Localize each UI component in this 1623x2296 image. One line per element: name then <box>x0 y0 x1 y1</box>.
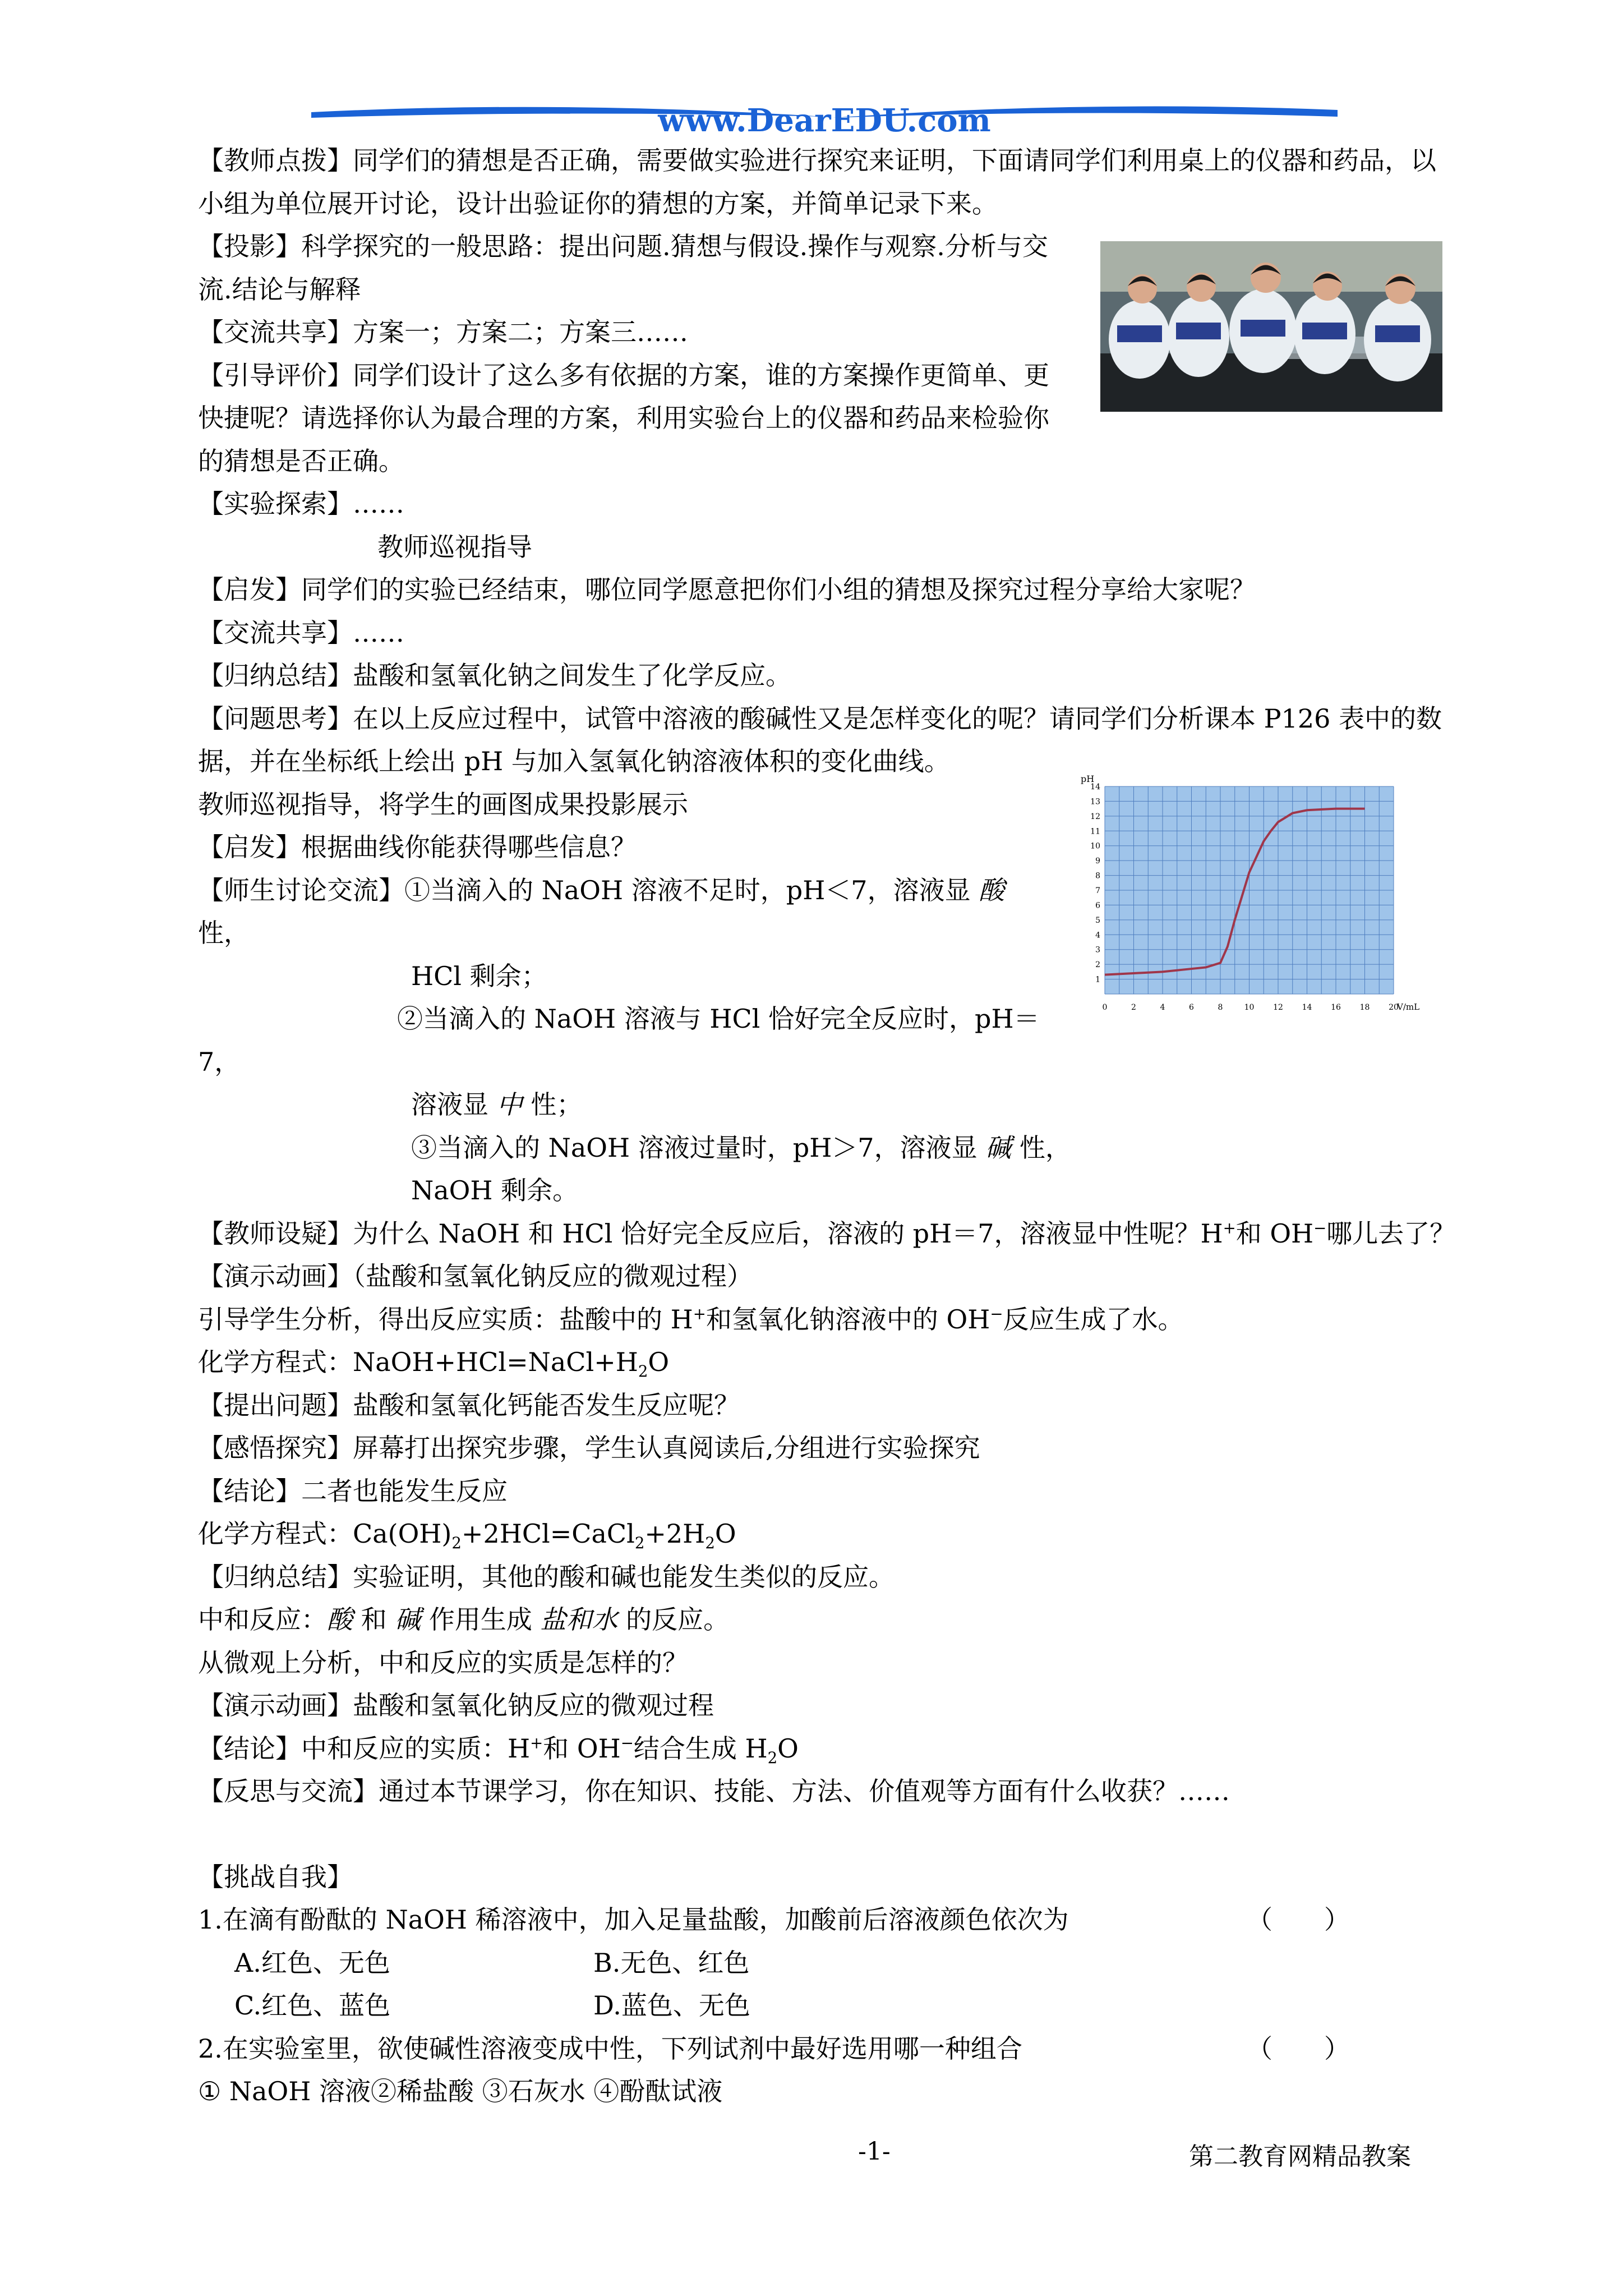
y-tick-label: 12 <box>1090 812 1100 821</box>
filled-answer: 碱 <box>985 1132 1012 1163</box>
x-tick-label: 14 <box>1302 1003 1312 1012</box>
x-tick-label: 20 <box>1389 1003 1399 1012</box>
text-line: 【归纳总结】实验证明，其他的酸和碱也能发生类似的反应。 <box>198 1561 895 1592</box>
x-tick-label: 10 <box>1244 1003 1255 1012</box>
section-heading: 【挑战自我】 <box>198 1861 353 1892</box>
text-line: 【归纳总结】盐酸和氢氧化钠之间发生了化学反应。 <box>198 660 791 691</box>
text-line: 【教师点拨】同学们的猜想是否正确，需要做实验进行探究来证明，下面请同学们利用桌上的仪器和药品，以小组为单位展开讨论，设计出验证你的猜想的方案，并简单记录下来。 <box>198 145 1436 219</box>
text-line: 【演示动画】（盐酸和氢氧化钠反应的微观过程） <box>198 1261 753 1291</box>
text-line: 化学方程式：$Ca(OH)_2+2HCl=CaCl_2+2H_2O$ <box>198 1519 736 1553</box>
text-line: 【反思与交流】通过本节课学习，你在知识、技能、方法、价值观等方面有什么收获？…… <box>198 1776 1230 1806</box>
y-tick-label: 6 <box>1095 901 1100 910</box>
footer-text: 第二教育网精品教案 <box>1189 2142 1411 2171</box>
text-line: 引导学生分析，得出反应实质：盐酸中的 H+和氢氧化钠溶液中的 OH−反应生成了水。 <box>198 1304 1184 1335</box>
x-axis-label: V/mL <box>1397 1002 1420 1012</box>
text-line: 【结论】中和反应的实质：H+和 OH−结合生成 $H_2O$ <box>198 1733 799 1767</box>
text-line: 【师生讨论交流】①当滴入的 NaOH 溶液不足时，pH＜7，溶液显 酸 性， <box>198 875 1005 948</box>
y-tick-label: 7 <box>1095 886 1100 895</box>
text-line: ① NaOH 溶液②稀盐酸 ③石灰水 ④酚酞试液 <box>198 2076 723 2106</box>
ph-chart <box>1080 774 1420 1018</box>
text-line: 从微观上分析，中和反应的实质是怎样的？ <box>198 1647 688 1678</box>
options-row <box>198 1984 1454 2027</box>
logo-text: www.DearEDU.com <box>658 102 991 139</box>
text-line: 【投影】科学探究的一般思路：提出问题.猜想与假设.操作与观察.分析与交流.结论与解释 <box>198 231 1048 305</box>
filled-answer: 酸 <box>327 1604 353 1635</box>
answer-bracket: （ ） <box>1247 1904 1350 1935</box>
text-line: 【演示动画】盐酸和氢氧化钠反应的微观过程 <box>198 1690 714 1720</box>
y-tick-label: 11 <box>1090 827 1100 836</box>
x-tick-label: 12 <box>1273 1003 1283 1012</box>
x-tick-label: 18 <box>1359 1003 1370 1012</box>
y-axis-label: pH <box>1081 774 1095 784</box>
x-tick-label: 4 <box>1160 1003 1165 1012</box>
text-line: 教师巡视指导 <box>377 531 532 562</box>
text-line: 【提出问题】盐酸和氢氧化钙能否发生反应呢？ <box>198 1389 740 1420</box>
option-c: C.红色、蓝色 <box>234 1990 391 2021</box>
text-line: 【实验探索】…… <box>198 489 404 519</box>
y-tick-label: 9 <box>1095 857 1100 866</box>
y-tick-label: 4 <box>1095 931 1100 940</box>
options-row <box>198 1941 1454 1985</box>
option-b: B.无色、红色 <box>593 1947 750 1978</box>
text-line: 【启发】根据曲线你能获得哪些信息？ <box>198 832 637 862</box>
lesson-content <box>198 139 1454 2113</box>
text-line: 【问题思考】在以上反应过程中，试管中溶液的酸碱性又是怎样变化的呢？请同学们分析课本 P126 表中的数据，并在坐标纸上绘出 pH 与加入氢氧化钠溶液体积的变化曲线。 <box>198 703 1442 776</box>
x-tick-label: 0 <box>1102 1003 1108 1012</box>
option-a: A.红色、无色 <box>234 1947 390 1978</box>
text-line: 【引导评价】同学们设计了这么多有依据的方案，谁的方案操作更简单、更快捷呢？请选择你认为最合理的方案，利用实验台上的仪器和药品来检验你的猜想是否正确。 <box>198 360 1049 476</box>
x-tick-label: 2 <box>1131 1003 1136 1012</box>
text-line: 中和反应：酸 和 碱 作用生成 盐和水 的反应。 <box>198 1604 730 1635</box>
x-tick-label: 6 <box>1189 1003 1194 1012</box>
text-line: 【交流共享】方案一；方案二；方案三…… <box>198 317 688 347</box>
filled-answer: 酸 <box>979 875 1005 905</box>
y-tick-label: 1 <box>1095 975 1100 984</box>
classroom-photo <box>1100 241 1442 412</box>
y-tick-label: 13 <box>1090 797 1100 807</box>
text-line: 【感悟探究】屏幕打出探究步骤，学生认真阅读后,分组进行实验探究 <box>198 1433 980 1463</box>
text-line: 【结论】二者也能发生反应 <box>198 1475 508 1506</box>
y-tick-label: 5 <box>1095 915 1100 925</box>
x-tick-label: 16 <box>1331 1003 1341 1012</box>
text-line: ③当滴入的 NaOH 溶液过量时，pH＞7，溶液显 碱 性， <box>411 1132 1071 1163</box>
y-tick-label: 10 <box>1090 841 1100 851</box>
page-number: -1- <box>858 2137 891 2166</box>
y-tick-label: 14 <box>1090 783 1100 792</box>
text-line: NaOH 剩余。 <box>411 1175 579 1205</box>
question-1: 1.在滴有酚酞的 NaOH 稀溶液中，加入足量盐酸，加酸前后溶液颜色依次为 （ ） <box>198 1898 1454 1941</box>
filled-answer: 碱 <box>395 1604 421 1635</box>
y-tick-label: 3 <box>1095 945 1100 955</box>
text-line: 【交流共享】…… <box>198 617 404 648</box>
y-tick-label: 8 <box>1095 871 1100 881</box>
text-line: 化学方程式：$NaOH+HCl=NaCl+H_2O$ <box>198 1347 670 1381</box>
x-tick-label: 8 <box>1218 1003 1223 1012</box>
filled-answer: 中 <box>496 1089 523 1120</box>
text-line: ②当滴入的 NaOH 溶液与 HCl 恰好完全反应时，pH＝7， <box>198 1004 1040 1077</box>
text-line: 【教师设疑】为什么 NaOH 和 HCl 恰好完全反应后，溶液的 pH＝7，溶液显中性呢？H+和 OH−哪儿去了？ <box>198 1218 1456 1249</box>
text-line: 教师巡视指导，将学生的画图成果投影展示 <box>198 789 688 820</box>
filled-answer: 盐和水 <box>540 1604 618 1635</box>
text-line: 溶液显 中 性； <box>411 1089 583 1120</box>
question-2: 2.在实验室里，欲使碱性溶液变成中性，下列试剂中最好选用哪一种组合 （ ） <box>198 2027 1454 2070</box>
answer-bracket: （ ） <box>1247 2033 1350 2064</box>
text-line: HCl 剩余； <box>411 960 547 991</box>
option-d: D.蓝色、无色 <box>593 1990 750 2021</box>
text-line: 【启发】同学们的实验已经结束，哪位同学愿意把你们小组的猜想及探究过程分享给大家呢？ <box>198 574 1256 605</box>
y-tick-label: 2 <box>1095 960 1100 970</box>
